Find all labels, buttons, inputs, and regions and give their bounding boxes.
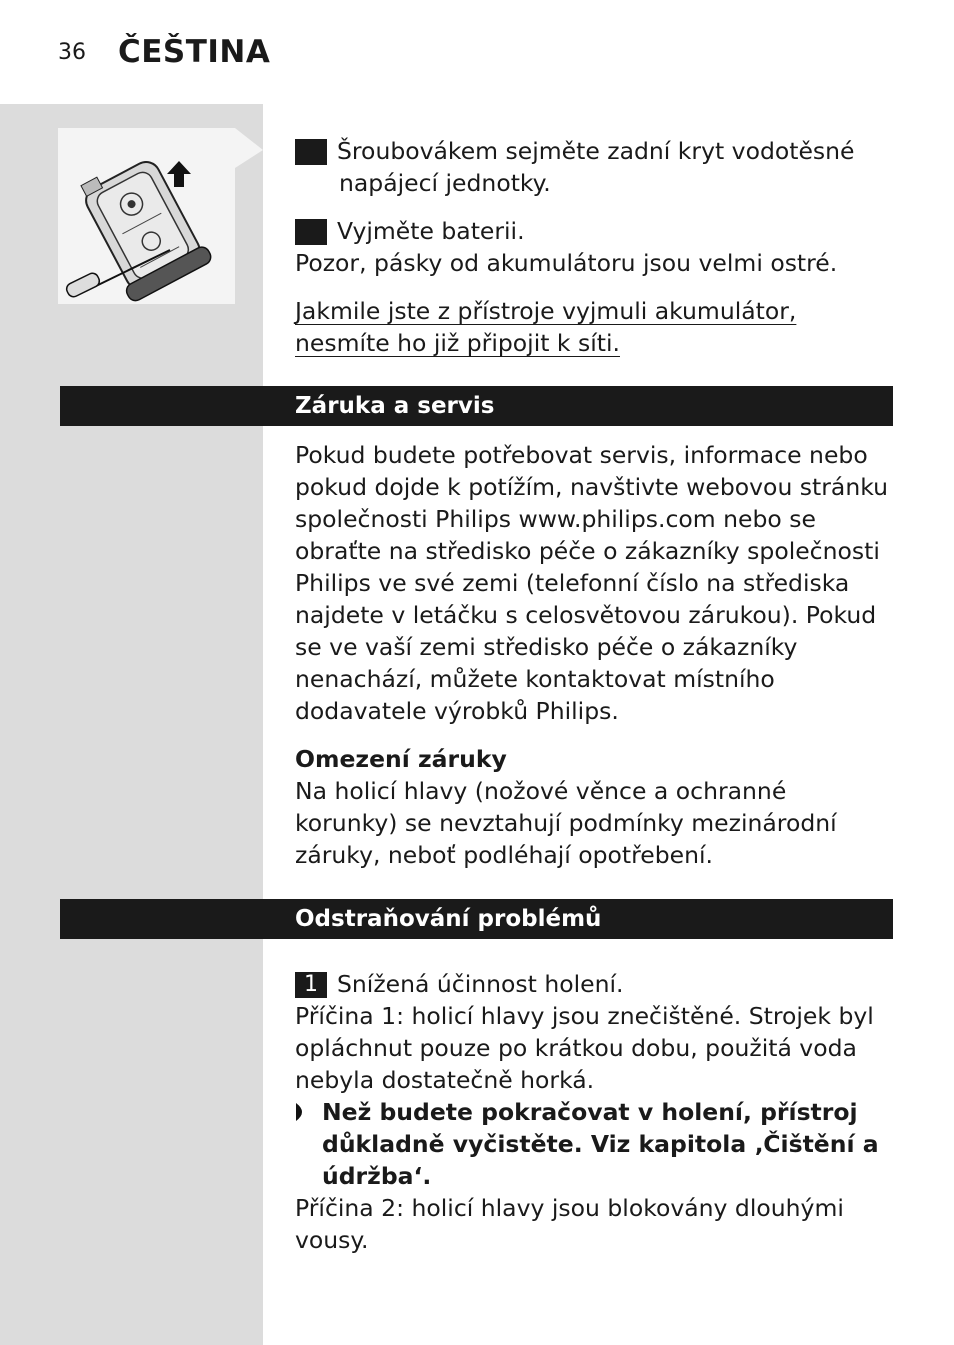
warranty-section [295,439,895,871]
warranty-text-cont: nebo se obraťte na středisko péče o zákazníky společnosti Philips ve své zemi (telefonní číslo na střediska najdete v letáčku s celosvětovou zárukou). Pokud se ve vaší zemi středisko péče o zákazníky nenachází, můžete kontaktovat místního dodavatele výrobků Philips. [295,505,880,725]
section-heading: Záruka a servis [295,393,495,419]
language-heading: ČEŠTINA [118,34,271,70]
warranty-limits-heading: Omezení záruky [295,745,507,773]
illustration-panel [58,128,235,304]
step-7 [282,215,895,247]
section-band-troubleshooting [60,899,893,939]
screwdriver-removing-cover-icon [58,128,235,304]
solution-bullet [295,1096,895,1192]
warranty-limits-text: Na holicí hlavy (nožové věnce a ochranné korunky) se nevztahují podmínky mezinárodní záruky, neboť podléhají opotřebení. [295,777,837,869]
battery-note: Pozor, pásky od akumulátoru jsou velmi ostré. [295,249,838,277]
step-number-badge: 7 [295,219,327,245]
troubleshooting-section [295,968,895,1256]
warranty-paragraph [295,439,895,727]
cause-1: Příčina 1: holicí hlavy jsou znečištěné. Strojek byl opláchnut pouze po krátkou dobu, použitá voda nebyla dostatečně horká. [295,1002,874,1094]
arrow-up-icon [166,160,192,188]
cause-2: Příčina 2: holicí hlavy jsou blokovány dlouhými vousy. [295,1194,844,1254]
warranty-text: Pokud budete potřebovat servis, informace nebo pokud dojde k potížím, navštivte webovou stránku společnosti Philips [295,441,888,533]
step-text: Snížená účinnost holení. [337,970,624,998]
step-text: Vyjměte baterii. [337,217,525,245]
step-6 [282,135,895,199]
section-heading: Odstraňování problémů [295,906,602,932]
bullet-arrow-icon [295,1102,309,1122]
trouble-step-1 [295,968,895,1000]
illustration-pointer [235,128,263,168]
steps-top [282,135,895,359]
step-text: Šroubovákem sejměte zadní kryt vodotěsné napájecí jednotky. [337,137,855,197]
philips-link[interactable]: www.philips.com [518,505,716,533]
step-number-badge: 6 [295,139,327,165]
section-band-warranty [60,386,893,426]
battery-warning: Jakmile jste z přístroje vyjmuli akumulátor, nesmíte ho již připojit k síti. [295,297,797,357]
page-number: 36 [58,40,86,65]
step-number-badge: 1 [295,972,327,998]
solution-text: Než budete pokračovat v holení, přístroj důkladně vyčistěte. Viz kapitola ‚Čištění a údržba‘. [322,1098,879,1190]
